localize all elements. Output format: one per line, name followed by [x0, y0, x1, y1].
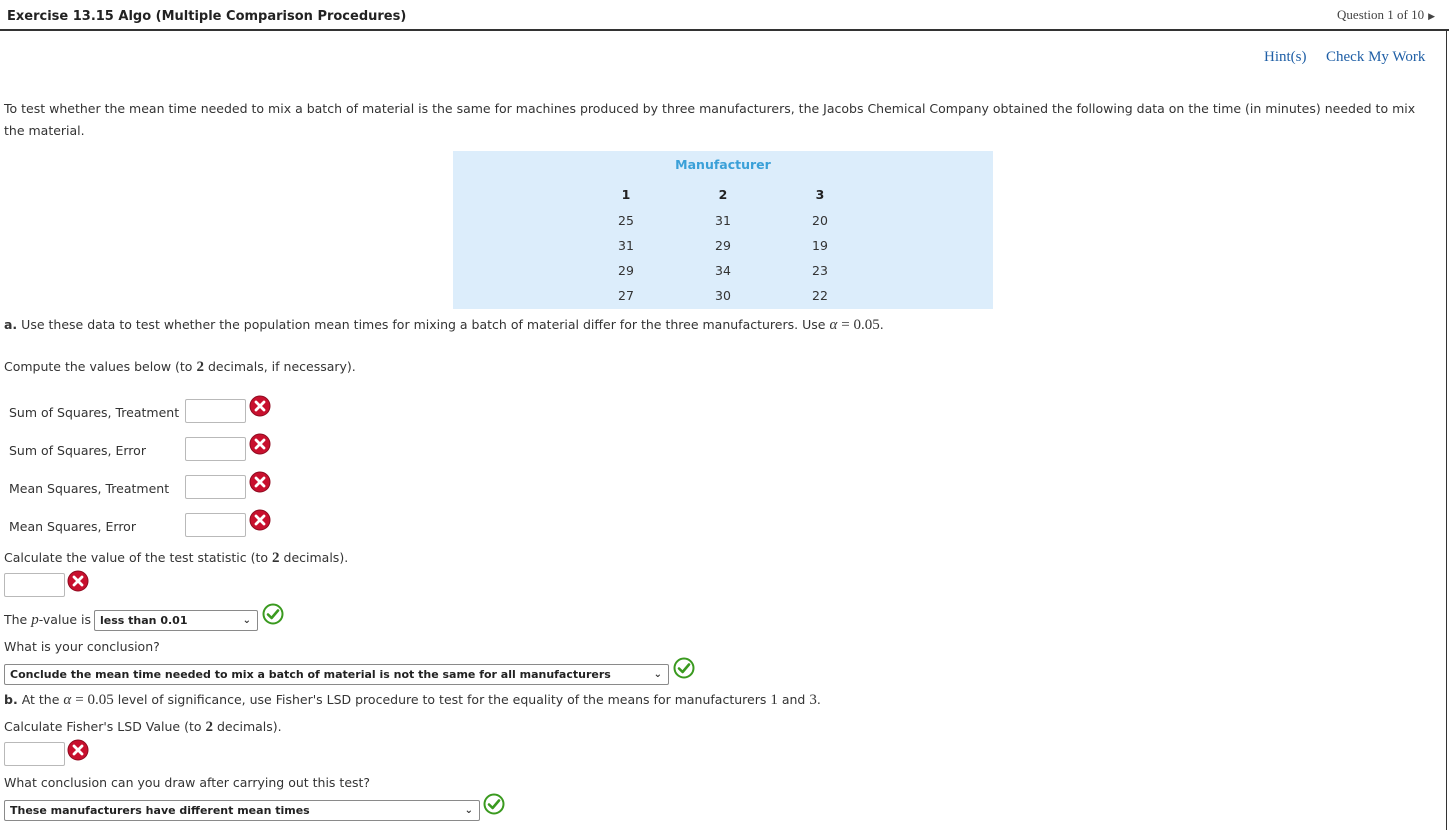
manufacturer-number: 3 — [809, 692, 817, 708]
x-circle-icon — [249, 433, 271, 455]
table-cell: 34 — [715, 263, 731, 278]
table-cell: 22 — [812, 288, 828, 303]
decimals-value: 2 — [272, 550, 280, 566]
content-border — [1446, 31, 1447, 830]
table-cell: 31 — [618, 238, 634, 253]
lsd-input[interactable] — [4, 742, 65, 766]
conclusion-question: What is your conclusion? — [4, 639, 160, 654]
final-conclusion-select[interactable] — [4, 800, 480, 821]
column-header: 3 — [815, 187, 825, 202]
table-group-header: Manufacturer — [675, 157, 771, 172]
test-statistic-instructions — [4, 550, 348, 567]
table-cell: 29 — [618, 263, 634, 278]
lsd-text: Calculate Fisher's LSD Value (to — [4, 719, 202, 734]
ms-error-input[interactable] — [185, 513, 246, 537]
exercise-title: Exercise 13.15 Algo (Multiple Comparison Procedures) — [7, 9, 407, 24]
table-cell: 19 — [812, 238, 828, 253]
question-counter: Question 1 of 10 — [1337, 7, 1425, 22]
decimals-value: 2 — [196, 359, 204, 375]
chevron-down-icon: ⌄ — [242, 615, 251, 626]
p-value-selected: less than 0.01 — [100, 614, 188, 627]
field-label-ss-error: Sum of Squares, Error — [9, 443, 146, 458]
conclusion-select[interactable] — [4, 664, 669, 685]
ss-treatment-input[interactable] — [185, 399, 246, 423]
part-b-text-mid: level of significance, use Fisher's LSD procedure to test for the equality of the means for manufacturers — [117, 692, 767, 707]
period: . — [879, 317, 884, 332]
table-cell: 30 — [715, 288, 731, 303]
check-circle-icon — [673, 657, 695, 679]
x-circle-icon — [249, 471, 271, 493]
p-value-suffix: -value is — [38, 612, 92, 627]
period: . — [816, 692, 821, 707]
part-a-label: a. — [4, 317, 18, 332]
compute-instructions — [4, 359, 356, 376]
field-label-ss-treatment: Sum of Squares, Treatment — [9, 405, 180, 420]
column-header: 2 — [718, 187, 728, 202]
data-table — [453, 151, 993, 309]
table-cell: 29 — [715, 238, 731, 253]
chevron-down-icon: ⌄ — [464, 805, 473, 816]
alpha-value: = 0.05 — [841, 317, 880, 333]
p-value-prefix: The — [4, 612, 28, 627]
column-header: 1 — [621, 187, 631, 202]
final-conclusion-selected: These manufacturers have different mean times — [10, 804, 310, 817]
next-question-icon[interactable]: ▶ — [1428, 11, 1435, 21]
part-b-and: and — [781, 692, 806, 707]
x-circle-icon — [249, 395, 271, 417]
field-label-ms-treatment: Mean Squares, Treatment — [9, 481, 170, 496]
check-circle-icon — [483, 793, 505, 815]
alpha-value: = 0.05 — [75, 692, 114, 708]
part-b-label: b. — [4, 692, 18, 707]
test-statistic-input[interactable] — [4, 573, 65, 597]
x-circle-icon — [249, 509, 271, 531]
check-circle-icon — [262, 603, 284, 625]
compute-text-end: decimals, if necessary). — [207, 359, 356, 374]
check-my-work-link[interactable]: Check My Work — [1326, 49, 1426, 65]
hints-link[interactable]: Hint(s) — [1264, 49, 1307, 65]
test-statistic-text-end: decimals). — [283, 550, 349, 565]
ms-treatment-input[interactable] — [185, 475, 246, 499]
part-a-instructions — [4, 317, 884, 334]
table-cell: 25 — [618, 213, 634, 228]
alpha-symbol: α — [63, 692, 72, 708]
manufacturer-number: 1 — [770, 692, 778, 708]
part-b-text: At the — [21, 692, 60, 707]
x-circle-icon — [67, 739, 89, 761]
p-value-label — [4, 612, 91, 629]
p-symbol: p — [31, 612, 39, 628]
table-cell: 20 — [812, 213, 828, 228]
lsd-text-end: decimals). — [217, 719, 282, 734]
chevron-down-icon: ⌄ — [653, 669, 662, 680]
decimals-value: 2 — [205, 719, 214, 735]
final-question: What conclusion can you draw after carrying out this test? — [4, 775, 371, 790]
table-cell: 27 — [618, 288, 634, 303]
field-label-ms-error: Mean Squares, Error — [9, 519, 136, 534]
part-b-instructions — [4, 692, 821, 709]
problem-statement: To test whether the mean time needed to mix a batch of material is the same for machines produced by three manufacturers, the Jacobs Chemical Company obtained the following data on the time (in minutes) needed to mix the material. — [4, 101, 1416, 138]
test-statistic-text: Calculate the value of the test statistic (to — [4, 550, 269, 565]
table-cell: 31 — [715, 213, 731, 228]
part-a-text: Use these data to test whether the population mean times for mixing a batch of material differ for the three manufacturers. Use — [21, 317, 826, 332]
conclusion-selected: Conclude the mean time needed to mix a batch of material is not the same for all manufacturers — [10, 668, 611, 681]
p-value-select[interactable] — [94, 610, 258, 631]
lsd-instructions — [4, 719, 282, 736]
question-navigator[interactable] — [1337, 7, 1435, 23]
ss-error-input[interactable] — [185, 437, 246, 461]
x-circle-icon — [67, 570, 89, 592]
table-cell: 23 — [812, 263, 828, 278]
compute-text: Compute the values below (to — [4, 359, 193, 374]
alpha-symbol: α — [829, 317, 838, 333]
